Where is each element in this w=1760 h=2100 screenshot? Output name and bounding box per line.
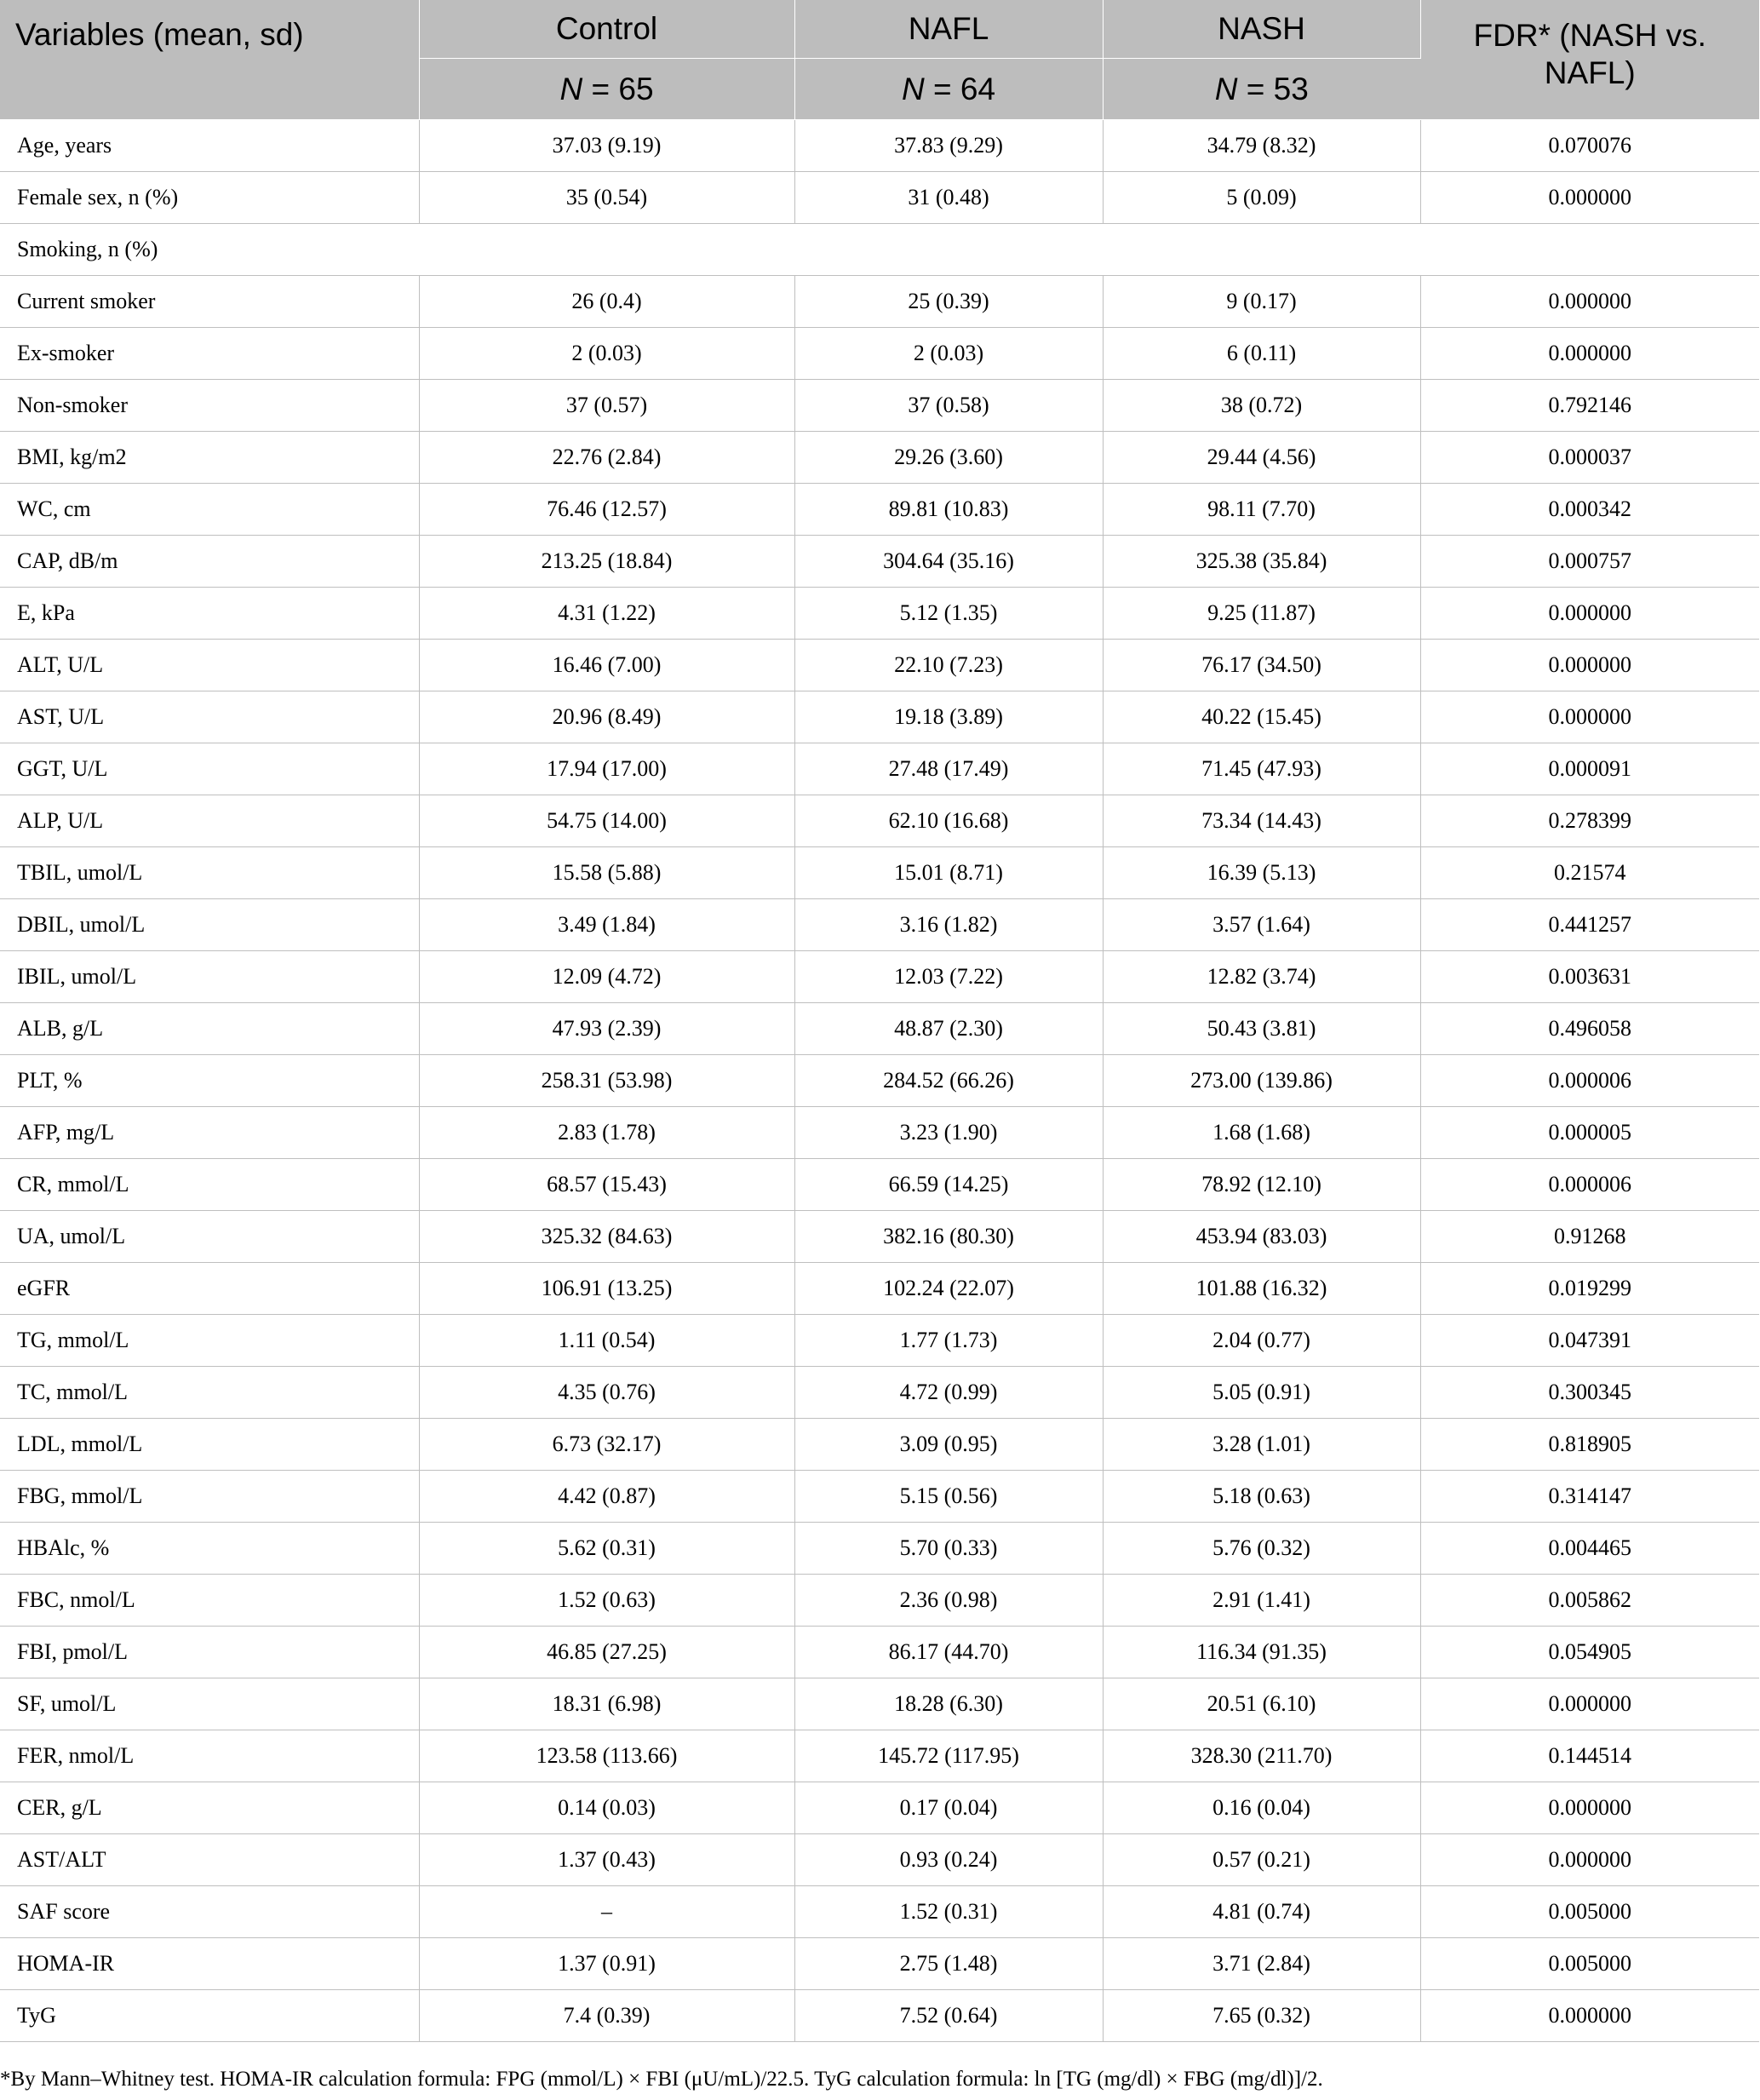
table-row bbox=[0, 1730, 1759, 1782]
header-fdr bbox=[1420, 0, 1759, 120]
variable-cell: AFP, mg/L bbox=[0, 1107, 419, 1159]
control-cell: 37 (0.57) bbox=[419, 380, 794, 432]
variable-cell: WC, cm bbox=[0, 484, 419, 536]
header-row bbox=[0, 0, 1759, 59]
table-row bbox=[0, 1834, 1759, 1886]
variable-cell: PLT, % bbox=[0, 1055, 419, 1107]
fdr-cell: 0.000000 bbox=[1420, 172, 1759, 224]
footnote: *By Mann–Whitney test. HOMA-IR calculation formula: FPG (mmol/L) × FBI (μU/mL)/22.5. TyG calculation formula: ln [TG (mg/dl) × FBG (mg/dl)]/2. bbox=[0, 2068, 1323, 2091]
variable-cell: eGFR bbox=[0, 1263, 419, 1315]
fdr-cell: 0.070076 bbox=[1420, 120, 1759, 172]
control-cell: 2 (0.03) bbox=[419, 328, 794, 380]
control-cell: 0.14 (0.03) bbox=[419, 1782, 794, 1834]
table-row bbox=[0, 1523, 1759, 1575]
table-row bbox=[0, 691, 1759, 743]
nash-cell: 2.04 (0.77) bbox=[1103, 1315, 1420, 1367]
fdr-cell: 0.000000 bbox=[1420, 1834, 1759, 1886]
variable-cell: TyG bbox=[0, 1990, 419, 2042]
variable-cell: UA, umol/L bbox=[0, 1211, 419, 1263]
fdr-cell: 0.000757 bbox=[1420, 536, 1759, 588]
nafl-cell: 2.75 (1.48) bbox=[794, 1938, 1103, 1990]
control-cell: 1.11 (0.54) bbox=[419, 1315, 794, 1367]
fdr-cell: 0.000000 bbox=[1420, 691, 1759, 743]
table-row bbox=[0, 795, 1759, 847]
fdr-cell: 0.496058 bbox=[1420, 1003, 1759, 1055]
control-cell: – bbox=[419, 1886, 794, 1938]
header-nash-n bbox=[1103, 59, 1420, 120]
nash-cell: 98.11 (7.70) bbox=[1103, 484, 1420, 536]
variable-cell: Non-smoker bbox=[0, 380, 419, 432]
control-cell: 15.58 (5.88) bbox=[419, 847, 794, 899]
nafl-cell: 5.15 (0.56) bbox=[794, 1471, 1103, 1523]
variable-cell: HBAlc, % bbox=[0, 1523, 419, 1575]
variable-cell: FER, nmol/L bbox=[0, 1730, 419, 1782]
table-row bbox=[0, 951, 1759, 1003]
variable-cell: FBC, nmol/L bbox=[0, 1575, 419, 1627]
nash-cell: 5.18 (0.63) bbox=[1103, 1471, 1420, 1523]
nash-cell: 1.68 (1.68) bbox=[1103, 1107, 1420, 1159]
nash-cell: 4.81 (0.74) bbox=[1103, 1886, 1420, 1938]
nafl-cell: 1.52 (0.31) bbox=[794, 1886, 1103, 1938]
table-row bbox=[0, 328, 1759, 380]
control-cell: 26 (0.4) bbox=[419, 276, 794, 328]
section-label: Smoking, n (%) bbox=[0, 224, 1759, 276]
variable-cell: ALT, U/L bbox=[0, 640, 419, 691]
nash-cell: 16.39 (5.13) bbox=[1103, 847, 1420, 899]
table-row bbox=[0, 536, 1759, 588]
table-row bbox=[0, 276, 1759, 328]
variable-cell: ALP, U/L bbox=[0, 795, 419, 847]
table-row bbox=[0, 588, 1759, 640]
n-label: N bbox=[559, 71, 583, 106]
nafl-cell: 19.18 (3.89) bbox=[794, 691, 1103, 743]
nash-cell: 325.38 (35.84) bbox=[1103, 536, 1420, 588]
table-row bbox=[0, 1627, 1759, 1678]
variable-cell: Age, years bbox=[0, 120, 419, 172]
header-control-n bbox=[419, 59, 794, 120]
header-nafl: NAFL bbox=[794, 0, 1103, 59]
variable-cell: TBIL, umol/L bbox=[0, 847, 419, 899]
nash-cell: 9.25 (11.87) bbox=[1103, 588, 1420, 640]
nafl-cell: 2.36 (0.98) bbox=[794, 1575, 1103, 1627]
nash-cell: 3.28 (1.01) bbox=[1103, 1419, 1420, 1471]
table-row bbox=[0, 1471, 1759, 1523]
table-row bbox=[0, 1107, 1759, 1159]
table-row bbox=[0, 899, 1759, 951]
nash-cell: 101.88 (16.32) bbox=[1103, 1263, 1420, 1315]
nash-cell: 5.05 (0.91) bbox=[1103, 1367, 1420, 1419]
control-cell: 68.57 (15.43) bbox=[419, 1159, 794, 1211]
n-label: N bbox=[901, 71, 925, 106]
nafl-cell: 304.64 (35.16) bbox=[794, 536, 1103, 588]
nash-cell: 34.79 (8.32) bbox=[1103, 120, 1420, 172]
nafl-cell: 2 (0.03) bbox=[794, 328, 1103, 380]
nash-cell: 0.16 (0.04) bbox=[1103, 1782, 1420, 1834]
control-cell: 213.25 (18.84) bbox=[419, 536, 794, 588]
nafl-cell: 3.16 (1.82) bbox=[794, 899, 1103, 951]
fdr-cell: 0.144514 bbox=[1420, 1730, 1759, 1782]
nafl-cell: 48.87 (2.30) bbox=[794, 1003, 1103, 1055]
nafl-cell: 37.83 (9.29) bbox=[794, 120, 1103, 172]
control-cell: 37.03 (9.19) bbox=[419, 120, 794, 172]
variable-cell: SF, umol/L bbox=[0, 1678, 419, 1730]
table-row bbox=[0, 847, 1759, 899]
n-value: = 65 bbox=[582, 71, 654, 106]
nafl-cell: 5.70 (0.33) bbox=[794, 1523, 1103, 1575]
fdr-cell: 0.000005 bbox=[1420, 1107, 1759, 1159]
fdr-cell: 0.000000 bbox=[1420, 1990, 1759, 2042]
fdr-cell: 0.818905 bbox=[1420, 1419, 1759, 1471]
table-row bbox=[0, 1678, 1759, 1730]
table-row bbox=[0, 1003, 1759, 1055]
nash-cell: 328.30 (211.70) bbox=[1103, 1730, 1420, 1782]
table-row bbox=[0, 1938, 1759, 1990]
control-cell: 123.58 (113.66) bbox=[419, 1730, 794, 1782]
control-cell: 4.31 (1.22) bbox=[419, 588, 794, 640]
header-nafl-n bbox=[794, 59, 1103, 120]
nafl-cell: 4.72 (0.99) bbox=[794, 1367, 1103, 1419]
control-cell: 16.46 (7.00) bbox=[419, 640, 794, 691]
nafl-cell: 25 (0.39) bbox=[794, 276, 1103, 328]
table-section-row bbox=[0, 224, 1759, 276]
table-row bbox=[0, 1367, 1759, 1419]
control-cell: 22.76 (2.84) bbox=[419, 432, 794, 484]
control-cell: 2.83 (1.78) bbox=[419, 1107, 794, 1159]
control-cell: 35 (0.54) bbox=[419, 172, 794, 224]
fdr-cell: 0.21574 bbox=[1420, 847, 1759, 899]
fdr-cell: 0.000091 bbox=[1420, 743, 1759, 795]
table-row bbox=[0, 1055, 1759, 1107]
fdr-cell: 0.005862 bbox=[1420, 1575, 1759, 1627]
n-value: = 64 bbox=[924, 71, 996, 106]
nafl-cell: 66.59 (14.25) bbox=[794, 1159, 1103, 1211]
header-control: Control bbox=[419, 0, 794, 59]
variable-cell: DBIL, umol/L bbox=[0, 899, 419, 951]
variable-cell: FBI, pmol/L bbox=[0, 1627, 419, 1678]
nafl-cell: 86.17 (44.70) bbox=[794, 1627, 1103, 1678]
fdr-cell: 0.000037 bbox=[1420, 432, 1759, 484]
nash-cell: 5.76 (0.32) bbox=[1103, 1523, 1420, 1575]
variable-cell: TG, mmol/L bbox=[0, 1315, 419, 1367]
header-nash: NASH bbox=[1103, 0, 1420, 59]
nash-cell: 78.92 (12.10) bbox=[1103, 1159, 1420, 1211]
table-row bbox=[0, 1782, 1759, 1834]
fdr-cell: 0.000006 bbox=[1420, 1055, 1759, 1107]
table-body bbox=[0, 120, 1759, 2042]
table-row bbox=[0, 1159, 1759, 1211]
control-cell: 5.62 (0.31) bbox=[419, 1523, 794, 1575]
variable-cell: Female sex, n (%) bbox=[0, 172, 419, 224]
control-cell: 3.49 (1.84) bbox=[419, 899, 794, 951]
table-row bbox=[0, 484, 1759, 536]
control-cell: 106.91 (13.25) bbox=[419, 1263, 794, 1315]
nash-cell: 71.45 (47.93) bbox=[1103, 743, 1420, 795]
nafl-cell: 284.52 (66.26) bbox=[794, 1055, 1103, 1107]
variable-cell: CAP, dB/m bbox=[0, 536, 419, 588]
nash-cell: 7.65 (0.32) bbox=[1103, 1990, 1420, 2042]
fdr-cell: 0.003631 bbox=[1420, 951, 1759, 1003]
nafl-cell: 145.72 (117.95) bbox=[794, 1730, 1103, 1782]
nash-cell: 50.43 (3.81) bbox=[1103, 1003, 1420, 1055]
nash-cell: 0.57 (0.21) bbox=[1103, 1834, 1420, 1886]
nafl-cell: 12.03 (7.22) bbox=[794, 951, 1103, 1003]
control-cell: 76.46 (12.57) bbox=[419, 484, 794, 536]
fdr-cell: 0.004465 bbox=[1420, 1523, 1759, 1575]
nash-cell: 40.22 (15.45) bbox=[1103, 691, 1420, 743]
nafl-cell: 27.48 (17.49) bbox=[794, 743, 1103, 795]
table-row bbox=[0, 1990, 1759, 2042]
table-row bbox=[0, 380, 1759, 432]
fdr-cell: 0.047391 bbox=[1420, 1315, 1759, 1367]
fdr-cell: 0.278399 bbox=[1420, 795, 1759, 847]
table-row bbox=[0, 1575, 1759, 1627]
control-cell: 54.75 (14.00) bbox=[419, 795, 794, 847]
nash-cell: 3.71 (2.84) bbox=[1103, 1938, 1420, 1990]
control-cell: 1.52 (0.63) bbox=[419, 1575, 794, 1627]
variable-cell: BMI, kg/m2 bbox=[0, 432, 419, 484]
variable-cell: CR, mmol/L bbox=[0, 1159, 419, 1211]
fdr-cell: 0.005000 bbox=[1420, 1886, 1759, 1938]
table-row bbox=[0, 1886, 1759, 1938]
nafl-cell: 89.81 (10.83) bbox=[794, 484, 1103, 536]
nash-cell: 12.82 (3.74) bbox=[1103, 951, 1420, 1003]
fdr-cell: 0.000000 bbox=[1420, 1782, 1759, 1834]
variable-cell: TC, mmol/L bbox=[0, 1367, 419, 1419]
fdr-cell: 0.314147 bbox=[1420, 1471, 1759, 1523]
header-fdr-line2: NAFL) bbox=[1544, 55, 1636, 90]
table-row bbox=[0, 1419, 1759, 1471]
nafl-cell: 18.28 (6.30) bbox=[794, 1678, 1103, 1730]
variable-cell: ALB, g/L bbox=[0, 1003, 419, 1055]
fdr-cell: 0.019299 bbox=[1420, 1263, 1759, 1315]
nash-cell: 273.00 (139.86) bbox=[1103, 1055, 1420, 1107]
variable-cell: Ex-smoker bbox=[0, 328, 419, 380]
nafl-cell: 15.01 (8.71) bbox=[794, 847, 1103, 899]
nafl-cell: 0.93 (0.24) bbox=[794, 1834, 1103, 1886]
nash-cell: 453.94 (83.03) bbox=[1103, 1211, 1420, 1263]
nafl-cell: 37 (0.58) bbox=[794, 380, 1103, 432]
nash-cell: 76.17 (34.50) bbox=[1103, 640, 1420, 691]
control-cell: 1.37 (0.91) bbox=[419, 1938, 794, 1990]
control-cell: 1.37 (0.43) bbox=[419, 1834, 794, 1886]
nafl-cell: 3.23 (1.90) bbox=[794, 1107, 1103, 1159]
control-cell: 47.93 (2.39) bbox=[419, 1003, 794, 1055]
n-label: N bbox=[1214, 71, 1238, 106]
variable-cell: CER, g/L bbox=[0, 1782, 419, 1834]
fdr-cell: 0.000000 bbox=[1420, 640, 1759, 691]
header-fdr-line1: FDR* (NASH vs. bbox=[1473, 18, 1706, 53]
control-cell: 12.09 (4.72) bbox=[419, 951, 794, 1003]
control-cell: 4.42 (0.87) bbox=[419, 1471, 794, 1523]
nafl-cell: 1.77 (1.73) bbox=[794, 1315, 1103, 1367]
table-row bbox=[0, 432, 1759, 484]
header-variables: Variables (mean, sd) bbox=[0, 0, 419, 120]
nash-cell: 116.34 (91.35) bbox=[1103, 1627, 1420, 1678]
variable-cell: SAF score bbox=[0, 1886, 419, 1938]
table-row bbox=[0, 1315, 1759, 1367]
fdr-cell: 0.000000 bbox=[1420, 588, 1759, 640]
table-row bbox=[0, 1263, 1759, 1315]
fdr-cell: 0.054905 bbox=[1420, 1627, 1759, 1678]
nash-cell: 5 (0.09) bbox=[1103, 172, 1420, 224]
nafl-cell: 29.26 (3.60) bbox=[794, 432, 1103, 484]
variable-cell: FBG, mmol/L bbox=[0, 1471, 419, 1523]
nafl-cell: 3.09 (0.95) bbox=[794, 1419, 1103, 1471]
variable-cell: GGT, U/L bbox=[0, 743, 419, 795]
control-cell: 7.4 (0.39) bbox=[419, 1990, 794, 2042]
variable-cell: AST/ALT bbox=[0, 1834, 419, 1886]
table-row bbox=[0, 120, 1759, 172]
variable-cell: LDL, mmol/L bbox=[0, 1419, 419, 1471]
nash-cell: 2.91 (1.41) bbox=[1103, 1575, 1420, 1627]
fdr-cell: 0.000006 bbox=[1420, 1159, 1759, 1211]
fdr-cell: 0.005000 bbox=[1420, 1938, 1759, 1990]
control-cell: 258.31 (53.98) bbox=[419, 1055, 794, 1107]
control-cell: 6.73 (32.17) bbox=[419, 1419, 794, 1471]
fdr-cell: 0.441257 bbox=[1420, 899, 1759, 951]
table-row bbox=[0, 172, 1759, 224]
control-cell: 17.94 (17.00) bbox=[419, 743, 794, 795]
nafl-cell: 102.24 (22.07) bbox=[794, 1263, 1103, 1315]
fdr-cell: 0.000000 bbox=[1420, 276, 1759, 328]
nafl-cell: 22.10 (7.23) bbox=[794, 640, 1103, 691]
nafl-cell: 382.16 (80.30) bbox=[794, 1211, 1103, 1263]
fdr-cell: 0.000000 bbox=[1420, 328, 1759, 380]
n-value: = 53 bbox=[1237, 71, 1309, 106]
nafl-cell: 31 (0.48) bbox=[794, 172, 1103, 224]
variable-cell: AST, U/L bbox=[0, 691, 419, 743]
nash-cell: 38 (0.72) bbox=[1103, 380, 1420, 432]
fdr-cell: 0.792146 bbox=[1420, 380, 1759, 432]
nash-cell: 6 (0.11) bbox=[1103, 328, 1420, 380]
nafl-cell: 0.17 (0.04) bbox=[794, 1782, 1103, 1834]
nash-cell: 29.44 (4.56) bbox=[1103, 432, 1420, 484]
variable-cell: HOMA-IR bbox=[0, 1938, 419, 1990]
fdr-cell: 0.300345 bbox=[1420, 1367, 1759, 1419]
nash-cell: 20.51 (6.10) bbox=[1103, 1678, 1420, 1730]
fdr-cell: 0.000000 bbox=[1420, 1678, 1759, 1730]
control-cell: 18.31 (6.98) bbox=[419, 1678, 794, 1730]
nash-cell: 73.34 (14.43) bbox=[1103, 795, 1420, 847]
nash-cell: 9 (0.17) bbox=[1103, 276, 1420, 328]
nash-cell: 3.57 (1.64) bbox=[1103, 899, 1420, 951]
variable-cell: E, kPa bbox=[0, 588, 419, 640]
control-cell: 20.96 (8.49) bbox=[419, 691, 794, 743]
table-row bbox=[0, 1211, 1759, 1263]
variable-cell: Current smoker bbox=[0, 276, 419, 328]
nafl-cell: 7.52 (0.64) bbox=[794, 1990, 1103, 2042]
table-row bbox=[0, 640, 1759, 691]
control-cell: 46.85 (27.25) bbox=[419, 1627, 794, 1678]
table-row bbox=[0, 743, 1759, 795]
control-cell: 4.35 (0.76) bbox=[419, 1367, 794, 1419]
nafl-cell: 62.10 (16.68) bbox=[794, 795, 1103, 847]
variable-cell: IBIL, umol/L bbox=[0, 951, 419, 1003]
fdr-cell: 0.000342 bbox=[1420, 484, 1759, 536]
fdr-cell: 0.91268 bbox=[1420, 1211, 1759, 1263]
control-cell: 325.32 (84.63) bbox=[419, 1211, 794, 1263]
nafl-cell: 5.12 (1.35) bbox=[794, 588, 1103, 640]
